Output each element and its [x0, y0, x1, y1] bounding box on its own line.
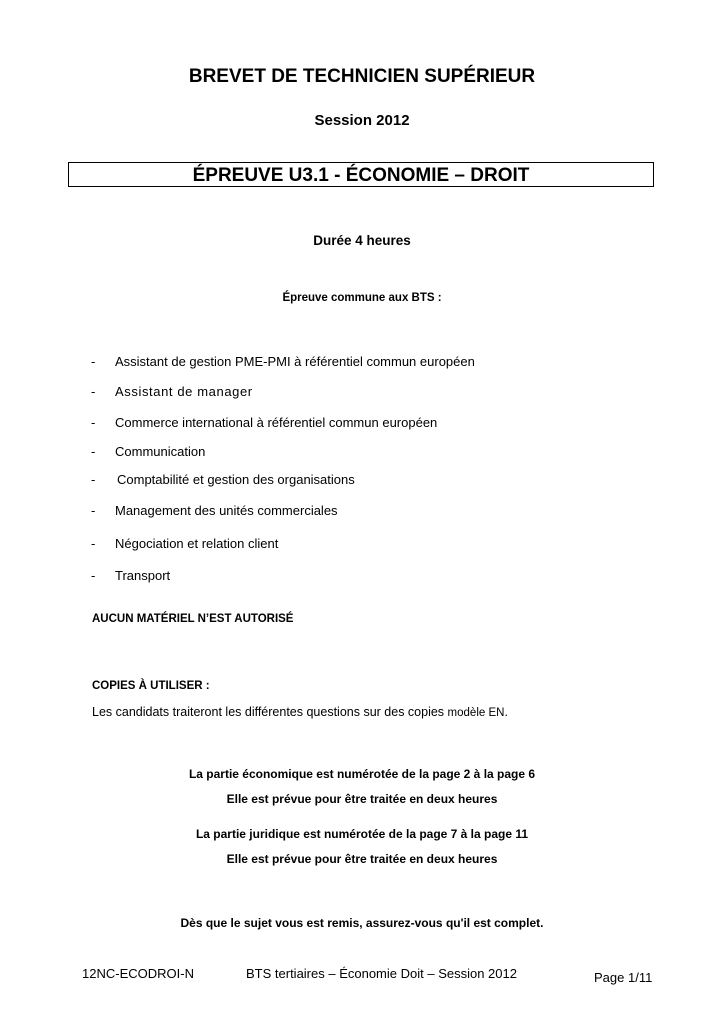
- complete-notice: Dès que le sujet vous est remis, assurez-vous qu'il est complet.: [180, 916, 544, 930]
- list-item-label: Commerce international à référentiel commun européen: [115, 415, 438, 430]
- list-item: [91, 354, 475, 369]
- exam-title: ÉPREUVE U3.1 - ÉCONOMIE – DROIT: [192, 165, 530, 186]
- list-dash: -: [91, 472, 96, 487]
- copies-end: .: [504, 705, 508, 719]
- footer-center: BTS tertiaires – Économie Doit – Session 2012: [246, 966, 517, 981]
- jur-part-line1: La partie juridique est numérotée de la page 7 à la page 11: [195, 827, 529, 841]
- list-item-label: Négociation et relation client: [115, 536, 279, 551]
- copies-text-main: Les candidats traiteront les différentes questions sur des copies: [92, 705, 445, 719]
- list-item-label: Comptabilité et gestion des organisations: [117, 472, 355, 487]
- footer-page: Page 1/11: [594, 970, 653, 985]
- list-item: [91, 536, 278, 551]
- list-item: [91, 568, 170, 583]
- list-item: [91, 472, 355, 487]
- copies-text: [92, 705, 508, 719]
- eco-part-line2: Elle est prévue pour être traitée en deux heures: [226, 792, 498, 806]
- copies-model: modèle EN: [447, 707, 505, 719]
- list-item-label: Assistant de manager: [115, 384, 253, 399]
- list-item: [91, 503, 338, 518]
- list-dash: -: [91, 354, 96, 369]
- list-dash: -: [91, 536, 96, 551]
- footer-code: 12NC-ECODROI-N: [82, 966, 194, 981]
- exam-title-box: [68, 162, 654, 187]
- copies-label: COPIES À UTILISER :: [92, 680, 210, 692]
- list-dash: -: [91, 503, 96, 518]
- document-title: BREVET DE TECHNICIEN SUPÉRIEUR: [188, 66, 536, 87]
- list-item: [91, 415, 437, 430]
- list-item-label: Assistant de gestion PME-PMI à référentiel commun européen: [115, 354, 475, 369]
- list-item: [91, 444, 205, 459]
- list-item: [91, 384, 253, 399]
- duration-label: Durée 4 heures: [313, 233, 411, 248]
- session-label: Session 2012: [314, 112, 410, 129]
- common-exam-label: Épreuve commune aux BTS :: [282, 292, 442, 304]
- list-item-label: Transport: [115, 568, 171, 583]
- eco-part-line1: La partie économique est numérotée de la page 2 à la page 6: [188, 767, 536, 781]
- list-dash: -: [91, 568, 96, 583]
- jur-part-line2: Elle est prévue pour être traitée en deux heures: [226, 852, 498, 866]
- list-dash: -: [91, 415, 96, 430]
- no-material-notice: AUCUN MATÉRIEL N’EST AUTORISÉ: [92, 613, 294, 625]
- list-dash: -: [91, 444, 96, 459]
- list-item-label: Management des unités commerciales: [115, 503, 338, 518]
- list-dash: -: [91, 384, 96, 399]
- list-item-label: Communication: [115, 444, 206, 459]
